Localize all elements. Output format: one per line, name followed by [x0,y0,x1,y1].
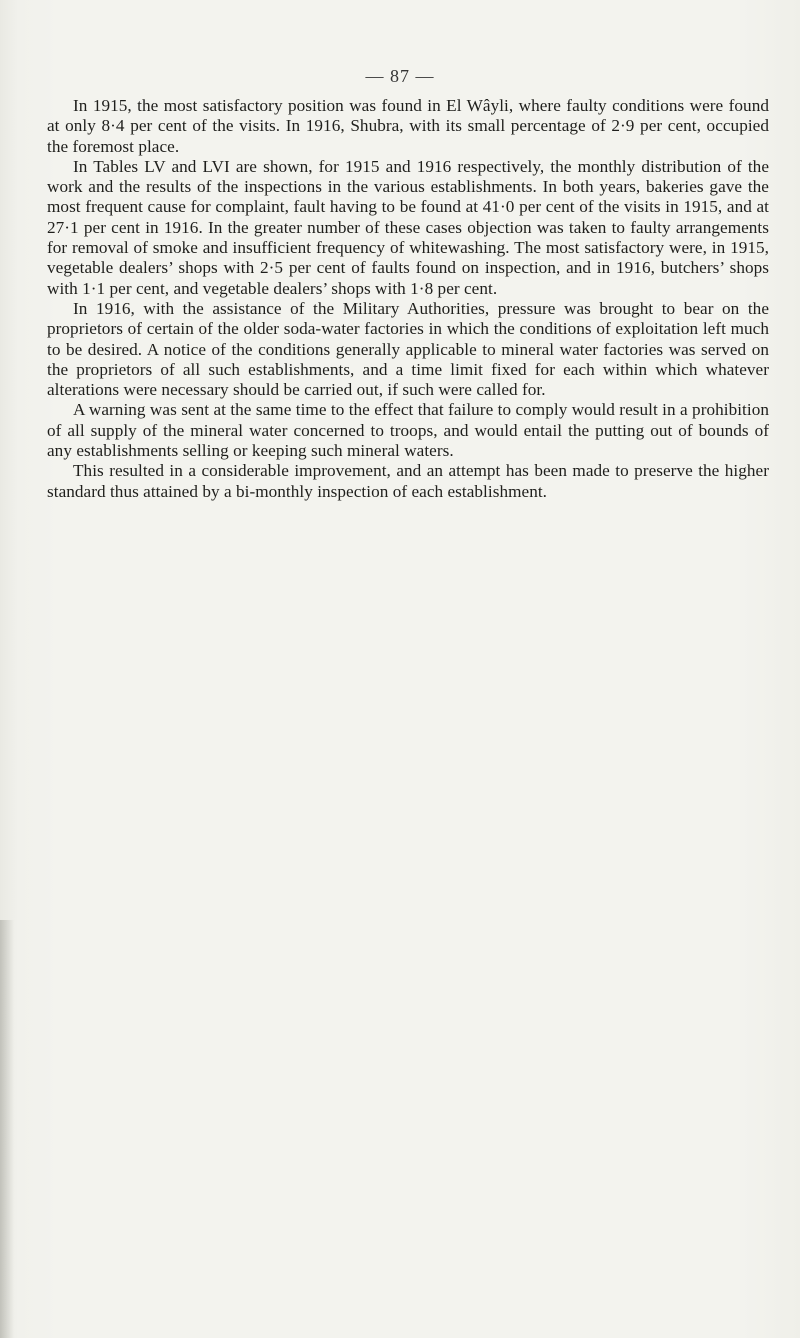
paragraph: In Tables LV and LVI are shown, for 1915 and 1916 respectively, the monthly distribution of the work and the results of the inspections in the various establishments. In both years, bakeries gave the most frequent cause for complaint, fault having to be found at 41·0 per cent of the visits in 1915, and at 27·1 per cent in 1916. In the greater number of these cases objection was taken to faulty arrangements for removal of smoke and insufficient frequency of whitewashing. The most satisfactory were, in 1915, vegetable dealers’ shops with 2·5 per cent of faults found on inspection, and in 1916, butchers’ shops with 1·1 per cent, and vegetable dealers’ shops with 1·8 per cent. [47,156,769,298]
page-edge-shadow [0,920,14,1338]
page-number: — 87 — [365,66,435,86]
paragraph: In 1916, with the assistance of the Military Authorities, pressure was brought to bear on the proprietors of certain of the older soda-water factories in which the conditions of exploitation left much to be desired. A notice of the conditions generally applicable to mineral water factories was served on the proprietors of all such establishments, and a time limit fixed for each within which whatever alterations were necessary should be carried out, if such were called for. [47,298,769,400]
paragraph: In 1915, the most satisfactory position was found in El Wâyli, where faulty conditions were found at only 8·4 per cent of the visits. In 1916, Shubra, with its small percentage of 2·9 per cent, occupied the foremost place. [47,96,769,156]
paragraph: This resulted in a considerable improvement, and an attempt has been made to preserve the higher standard thus attained by a bi-monthly inspection of each establishment. [47,461,769,501]
paragraph: A warning was sent at the same time to the effect that failure to comply would result in a prohibition of all supply of the mineral water concerned to troops, and would entail the putting out of bounds of any establishments selling or keeping such mineral waters. [47,400,769,461]
body-text [47,96,769,502]
